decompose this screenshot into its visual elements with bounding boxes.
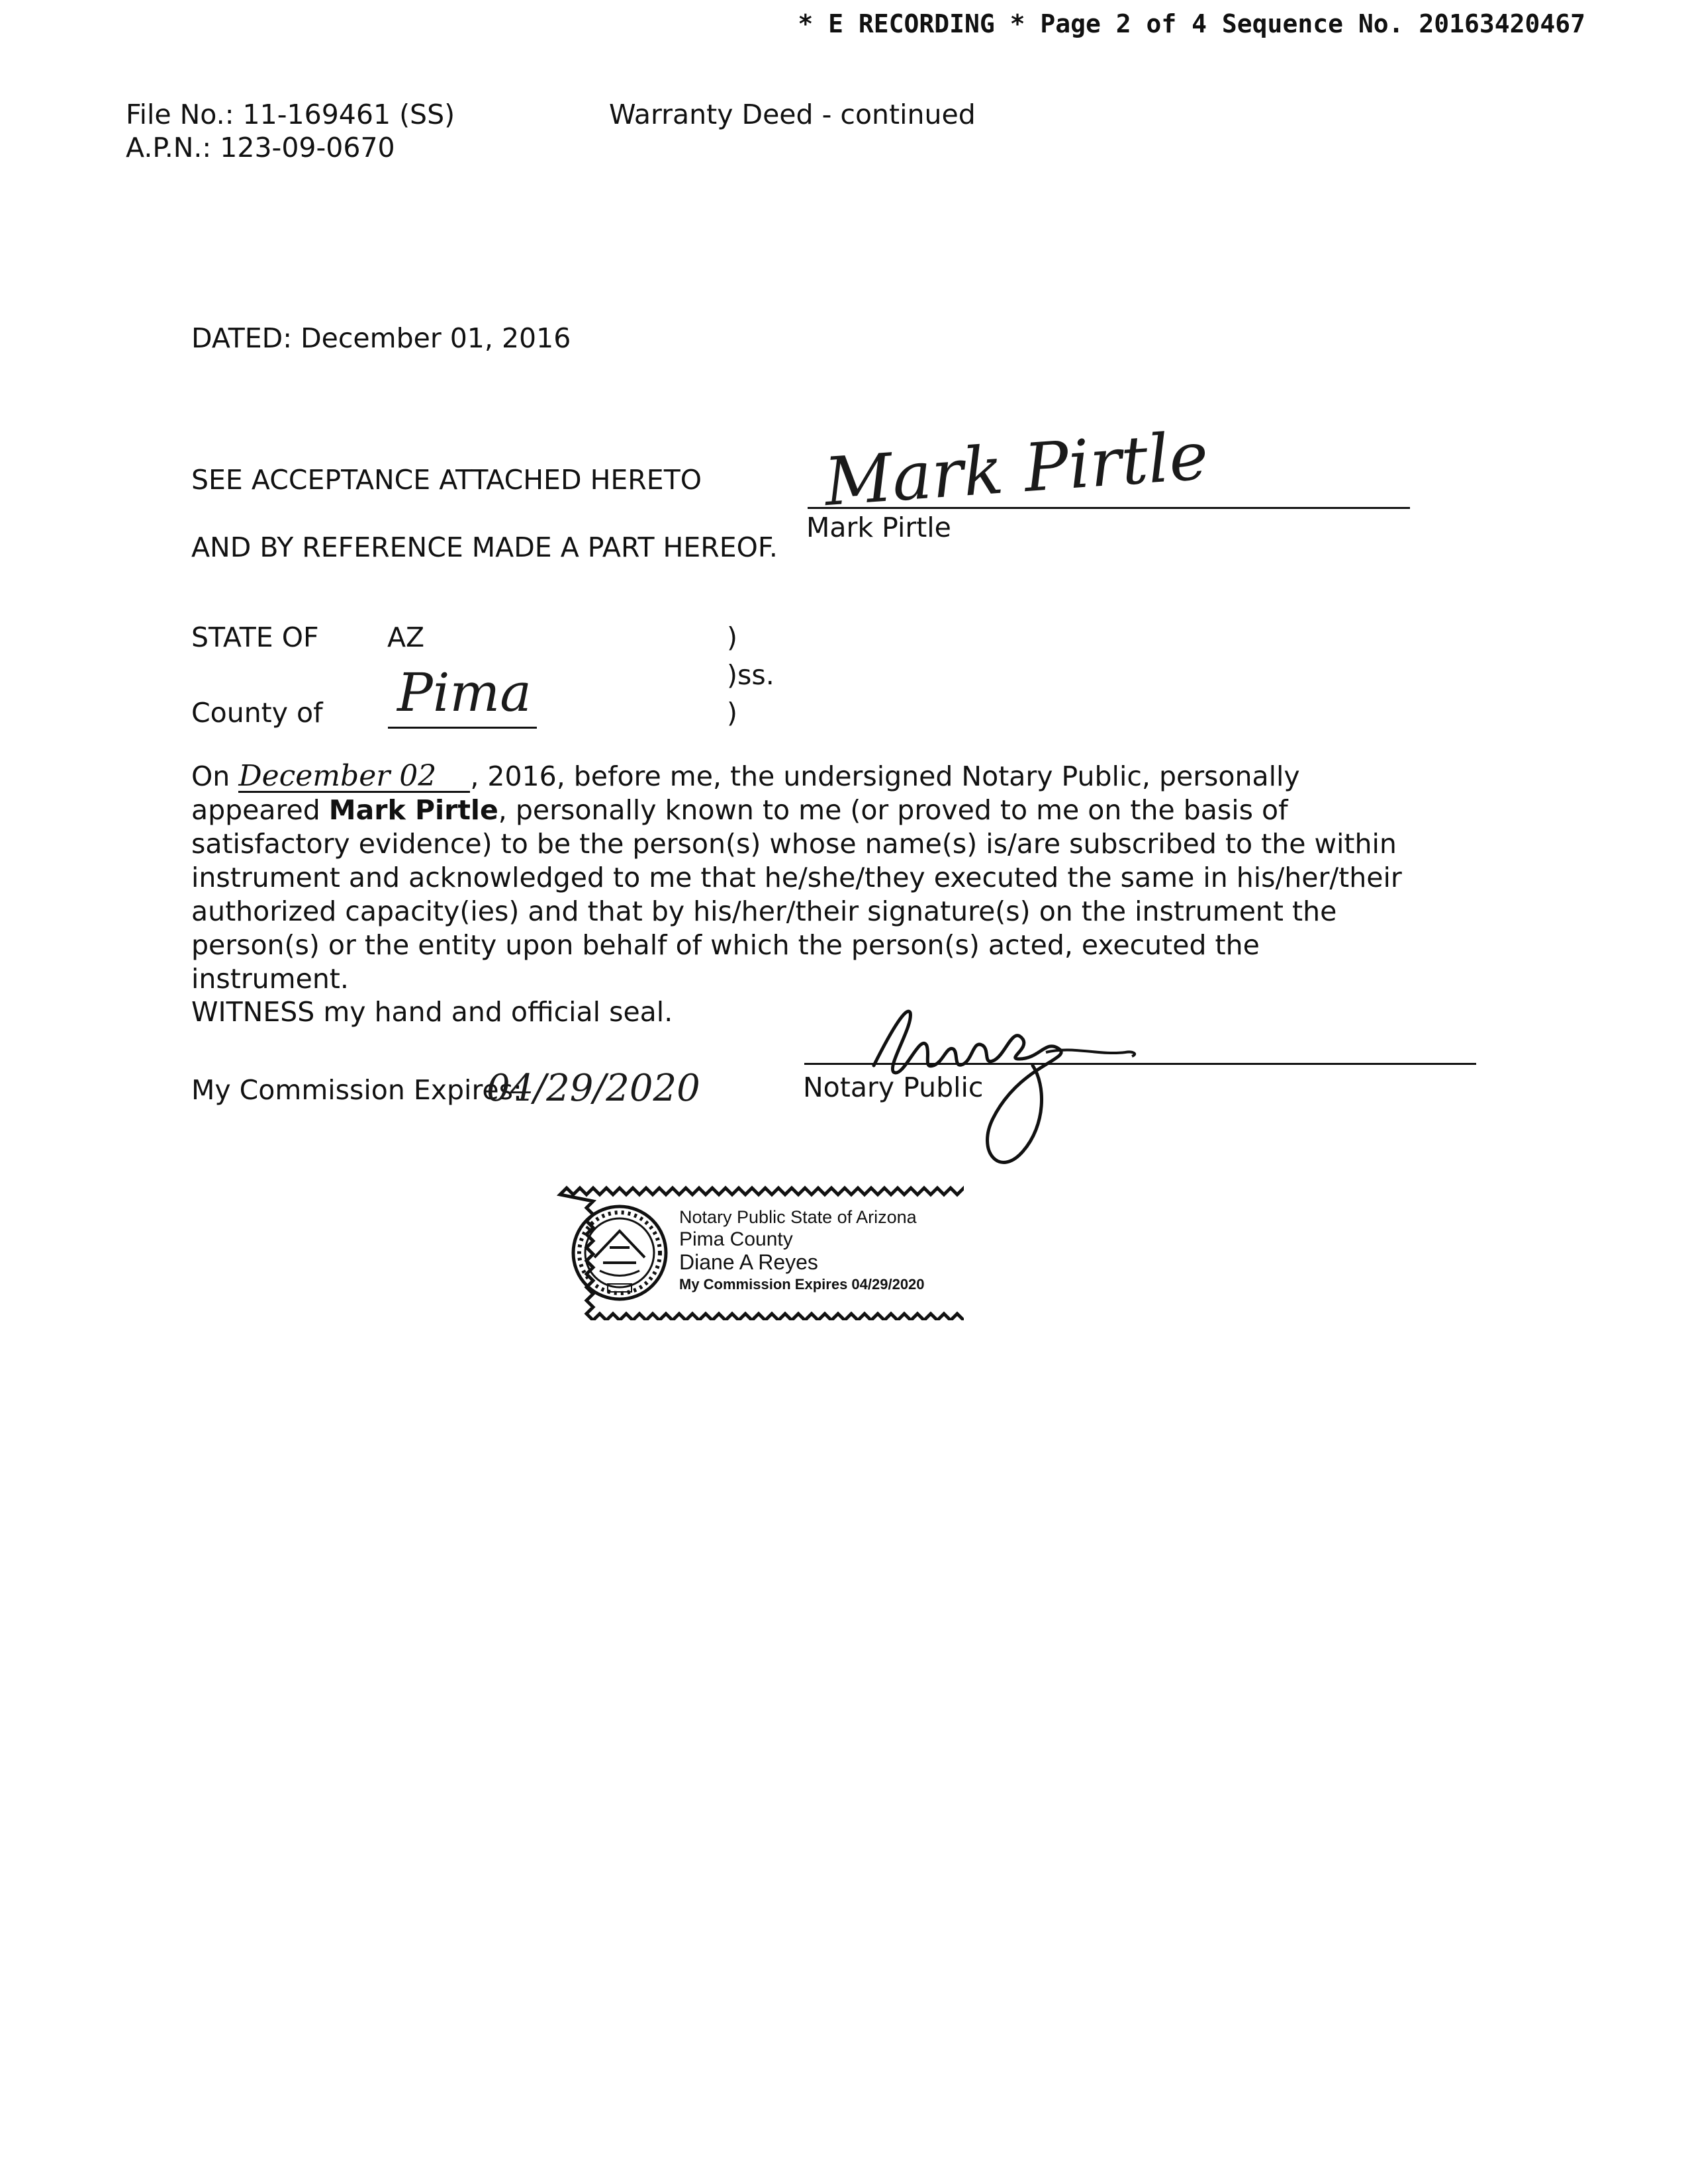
- document-title: Warranty Deed - continued: [609, 99, 976, 130]
- grantor-printed-name: Mark Pirtle: [806, 512, 951, 543]
- county-value: Pima: [397, 662, 532, 723]
- file-number: File No.: 11-169461 (SS): [126, 99, 455, 130]
- venue-paren-2: ): [727, 697, 737, 729]
- stamp-line-4: My Commission Expires 04/29/2020: [679, 1276, 925, 1293]
- witness-line: WITNESS my hand and official seal.: [191, 996, 673, 1028]
- stamp-line-2: Pima County: [679, 1228, 793, 1250]
- ack-text-2: , personally known to me (or proved to me on the basis of satisfactory evidence) to be the person(s) whose name(s) is/are subscribed to the within instrument and acknowledged to me that he/she/they executed the same in his/her/their authorized capacity(ies) and that by his/her/their signature(s) on the instrument the person(s) or the entity upon behalf of which the person(s) acted, executed the instrument.: [191, 794, 1402, 995]
- venue-paren-1: ): [727, 621, 737, 653]
- dated-line: DATED: December 01, 2016: [191, 322, 571, 354]
- venue-ss: )ss.: [727, 659, 774, 691]
- acceptance-line-2: AND BY REFERENCE MADE A PART HEREOF.: [191, 531, 778, 563]
- ack-text-1: , 2016, before me, the undersigned Notary Public, personally appeared: [191, 760, 1300, 826]
- stamp-line-3: Diane A Reyes: [679, 1250, 818, 1274]
- acceptance-line-1: SEE ACCEPTANCE ATTACHED HERETO: [191, 464, 702, 496]
- recording-header: * E RECORDING * Page 2 of 4 Sequence No. 20163420467: [798, 9, 1585, 38]
- state-label: STATE OF: [191, 621, 319, 653]
- ack-on: On: [191, 760, 230, 792]
- notary-stamp: [553, 1185, 964, 1320]
- commission-label: My Commission Expires:: [191, 1074, 522, 1106]
- stamp-line-1: Notary Public State of Arizona: [679, 1207, 917, 1227]
- grantor-signature: Mark Pirtle: [821, 416, 1211, 522]
- ack-date-handwritten: December 02: [238, 759, 437, 793]
- apn-number: A.P.N.: 123-09-0670: [126, 132, 395, 163]
- state-value: AZ: [387, 621, 425, 653]
- ack-date-field: [238, 759, 470, 793]
- ack-name: Mark Pirtle: [328, 794, 498, 826]
- notary-public-label: Notary Public: [803, 1071, 984, 1103]
- acknowledgment-paragraph: [191, 760, 1416, 996]
- commission-date: 04/29/2020: [487, 1067, 700, 1110]
- county-label: County of: [191, 697, 323, 729]
- county-underline: [388, 727, 537, 729]
- stamp-text-block: [679, 1206, 925, 1296]
